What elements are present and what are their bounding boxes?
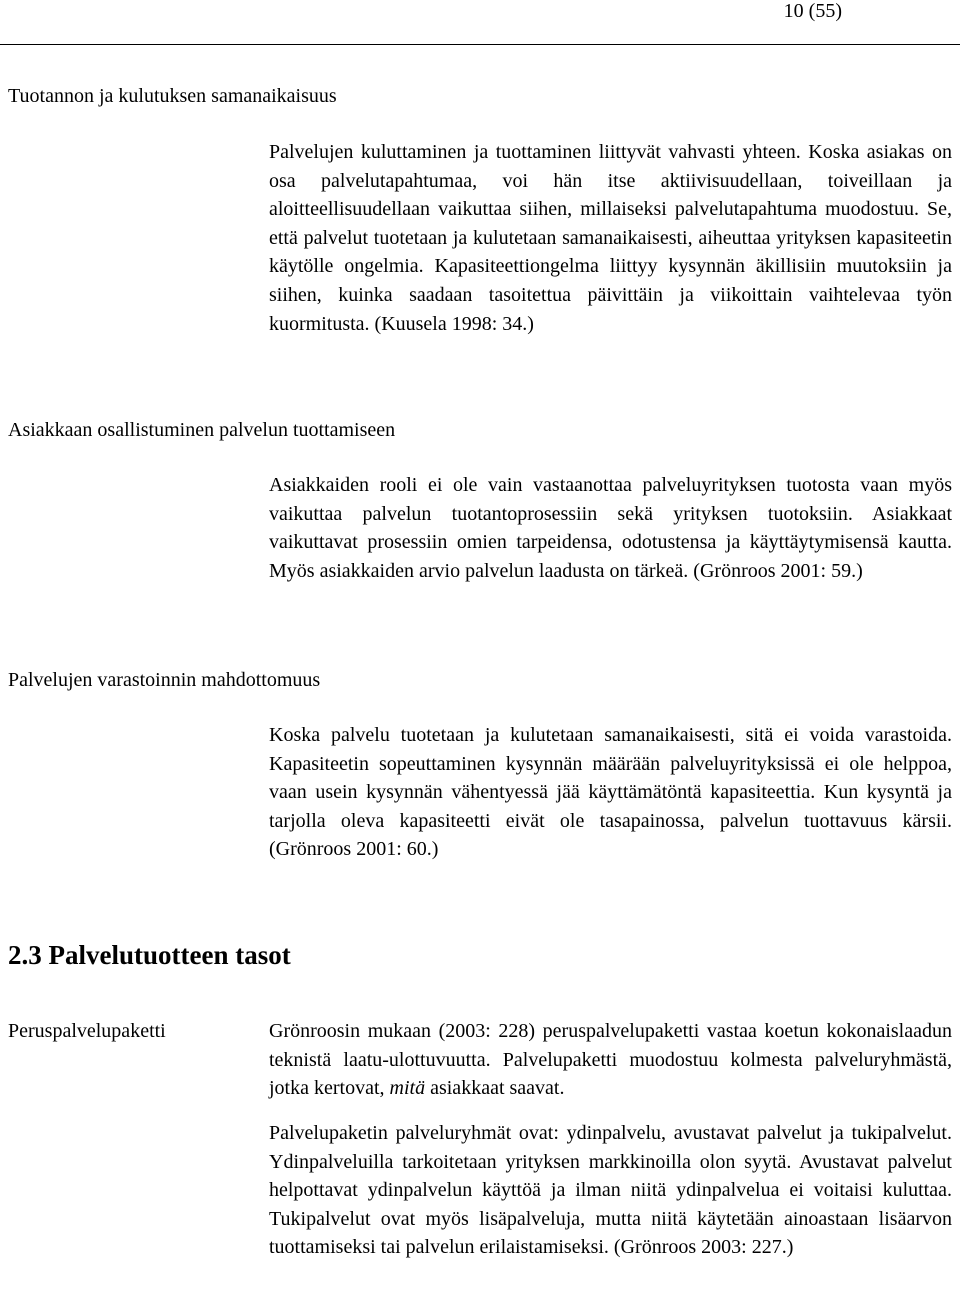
section-title: 2.3 Palvelutuotteen tasot [8, 940, 291, 970]
paragraph-asiakkaan [269, 471, 952, 585]
subheading-asiakkaan: Asiakkaan osallistuminen palvelun tuottamiseen [8, 419, 396, 441]
paragraph-varastoinnin [269, 721, 952, 864]
header-rule [0, 44, 960, 45]
page-number: 10 (55) [783, 0, 842, 22]
paragraph-text: Koska palvelu tuotetaan ja kulutetaan samanaikaisesti, sitä ei voida varastoida. Kapasiteetin sopeuttaminen kysynnän määrään palveluyrityksissä ei ole helppoa, vaan usein kysynnän vähentyessä jää käyttämätöntä kapasiteettia. Kun kysyntä ja tarjolla oleva kapasiteetti eivät ole tasapainossa, palvelun tuottavuus kärsii. (Grönroos 2001: 60.) [269, 724, 952, 861]
paragraph-tuotannon [269, 138, 952, 338]
paragraph-text-end: asiakkaat saavat. [425, 1077, 565, 1100]
paragraph-text: Grönroosin mukaan (2003: 228) peruspalvelupaketti vastaa koetun kokonaislaadun teknistä laatu-ulottuvuutta. Palvelupaketti muodostuu kolmesta palveluryhmästä, jotka kertovat, [269, 1020, 952, 1100]
paragraph-text: Palvelujen kuluttaminen ja tuottaminen liittyvät vahvasti yhteen. Koska asiakas on osa palvelutapahtumaa, voi hän itse aktiivisuudellaan, toiveillaan ja aloitteellisuudellaan vaikuttaa siihen, millaiseksi palvelutapahtuma muodostuu. Se, että palvelut tuotetaan ja kulutetaan samanaikaisesti, aiheuttaa yrityksen kapasiteetin käytölle ongelmia. Kapasiteettiongelma liittyy kysynnän äkillisiin muutoksiin ja siihen, kuinka saadaan tasoitettua päivittäin ja viikoittain vaihtelevaa työn kuormitusta. (Kuusela 1998: 34.) [269, 141, 952, 335]
paragraph-peruspalvelupaketti-1 [269, 1017, 952, 1103]
paragraph-peruspalvelupaketti-2 [269, 1119, 952, 1262]
emphasis-mita: mitä [389, 1077, 426, 1100]
subheading-varastoinnin: Palvelujen varastoinnin mahdottomuus [8, 669, 321, 691]
paragraph-text: Palvelupaketin palveluryhmät ovat: ydinpalvelu, avustavat palvelut ja tukipalvelut. Ydinpalveluilla tarkoitetaan yrityksen markkinoilla olon syytä. Avustavat palvelut helpottavat ydinpalvelun käyttöä ja ilman niitä ydinpalvelua ei voitaisi kuluttaa. Tukipalvelut ovat myös lisäpalveluja, mutta niitä käytetään ainoastaan lisäarvon tuottamiseksi tai palvelun erilaistamiseksi. (Grönroos 2003: 227.) [269, 1122, 952, 1259]
subheading-tuotannon: Tuotannon ja kulutuksen samanaikaisuus [8, 85, 337, 107]
paragraph-text: Asiakkaiden rooli ei ole vain vastaanottaa palveluyrityksen tuotosta vaan myös vaikuttaa palvelun tuotantoprosessiin sekä yrityksen tuotoksiin. Asiakkaat vaikuttavat prosessiin omien tarpeidensa, odotustensa ja käyttäytymisensä kautta. Myös asiakkaiden arvio palvelun laadusta on tärkeä. (Grönroos 2001: 59.) [269, 474, 952, 582]
subheading-peruspalvelupaketti: Peruspalvelupaketti [8, 1020, 166, 1042]
